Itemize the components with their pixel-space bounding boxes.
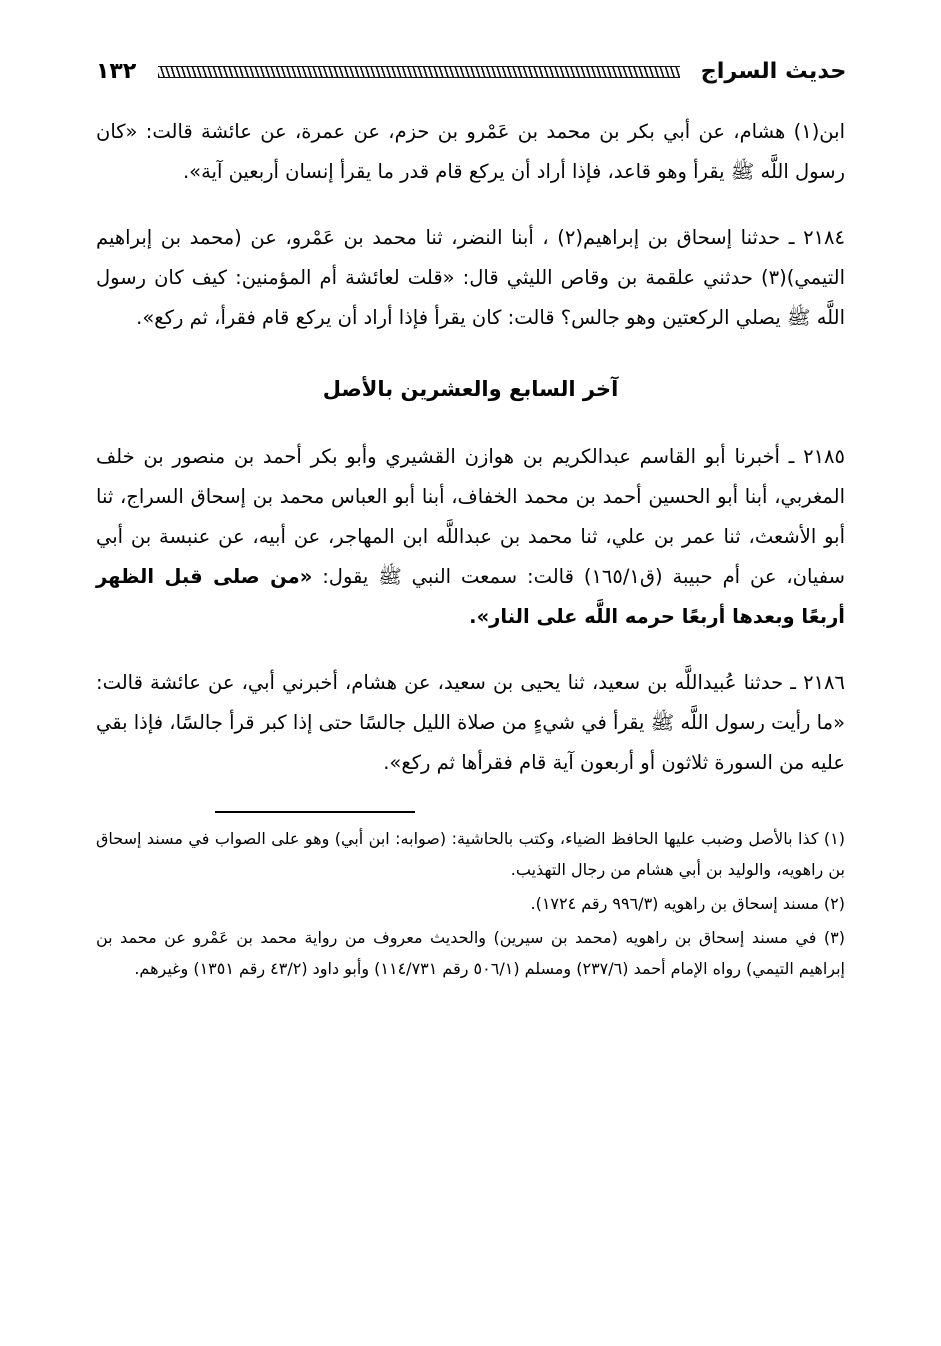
footnote-1: (١) كذا بالأصل وضبب عليها الحافظ الضياء، وكتب بالحاشية: (صوابه: ابن أبي) وهو على الصواب في مسند إسحاق بن راهويه، والوليد بن أبي هشام من رجال التهذيب. xyxy=(96,828,845,879)
section-heading: آخر السابع والعشرين بالأصل xyxy=(322,376,619,401)
hadith-2185-isnad: ٢١٨٥ ـ أخبرنا أبو القاسم عبدالكريم بن هوازن القشيري وأبو بكر أحمد بن منصور بن خلف المغربي، أبنا أبو الحسين أحمد بن محمد الخفاف، أبنا أبو العباس محمد بن إسحاق السراج، ثنا أبو الأشعث، ثنا عمر بن علي، ثنا محمد بن عبداللَّه ابن المهاجر، عن أبيه، عن عنبسة بن أبي سفيان، عن أم حبيبة (ق١٦٥/١) قالت: سمعت النبي ﷺ يقول: xyxy=(96,444,845,588)
footnote-2: (٢) مسند إسحاق بن راهويه (٩٩٦/٣ رقم ١٧٢٤). xyxy=(530,894,845,914)
footnote-3: (٣) في مسند إسحاق بن راهويه (محمد بن سيرين) والحديث معروف من رواية محمد بن عَمْرو عن محمد بن إبراهيم التيمي) رواه الإمام أحمد (٢٣٧/٦) ومسلم (٥٠٦/١ رقم ١١٤/٧٣١) وأبو داود (٤٣/٢ رقم ١٣٥١) وغيرهم. xyxy=(96,928,845,979)
hadith-2185 xyxy=(96,437,845,637)
book-title: حديث السراج xyxy=(700,58,847,84)
page-header xyxy=(96,48,845,94)
hadith-2185-matn: «من صلى قبل الظهر أربعًا وبعدها أربعًا حرمه اللَّه على النار». xyxy=(96,564,845,628)
paragraph-continued: ابن(١) هشام، عن أبي بكر بن محمد بن عَمْرو بن حزم، عن عمرة، عن عائشة قالت: «كان رسول اللَّه ﷺ يقرأ وهو قاعد، فإذا أراد أن يركع قام قدر ما يقرأ إنسان أربعين آية». xyxy=(96,120,845,183)
page-body xyxy=(96,112,845,783)
hadith-2186: ٢١٨٦ ـ حدثنا عُبيداللَّه بن سعيد، ثنا يحيى بن سعيد، عن هشام، أخبرني أبي، عن عائشة قالت: «ما رأيت رسول اللَّه ﷺ يقرأ في شيءٍ من صلاة الليل جالسًا حتى إذا كبر قرأ جالسًا، فإذا بقي عليه من السورة ثلاثون أو أربعون آية قام فقرأها ثم ركع». xyxy=(96,670,845,774)
footnotes-section xyxy=(96,811,845,985)
page-number: ١٣٢ xyxy=(96,58,137,84)
hadith-2184: ٢١٨٤ ـ حدثنا إسحاق بن إبراهيم(٢) ، أبنا النضر، ثنا محمد بن عَمْرو، عن (محمد بن إبراهيم التيمي)(٣) حدثني علقمة بن وقاص الليثي قال: «قلت لعائشة أم المؤمنين: كيف كان رسول اللَّه ﷺ يصلي الركعتين وهو جالس؟ قالت: كان يقرأ فإذا أراد أن يركع قام فقرأ، ثم ركع». xyxy=(96,225,845,329)
footnote-separator xyxy=(215,811,415,813)
hatched-rule-ornament-icon xyxy=(158,64,680,78)
